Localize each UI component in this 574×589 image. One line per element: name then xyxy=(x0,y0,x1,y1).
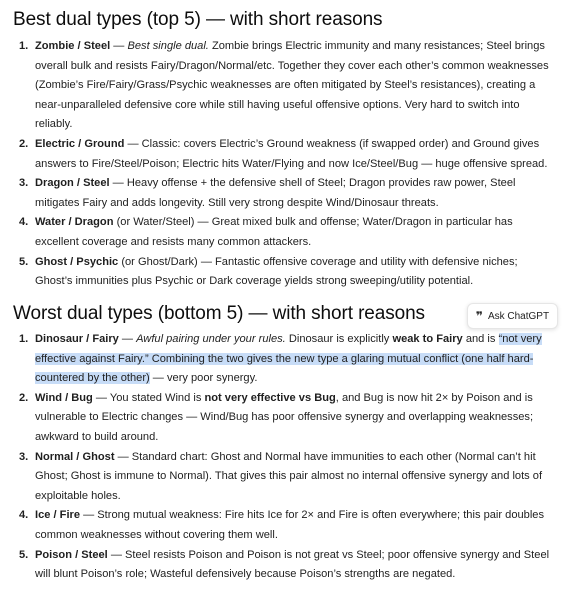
type-name: Ghost / Psychic xyxy=(35,255,119,268)
item-text: — Standard chart: Ghost and Normal have immunities to each other (Normal can’t hit Ghost; Ghost is immune to Normal). That gives this pair almost no internal offensive synergy and lots of exploitable holes. xyxy=(35,450,543,502)
type-name: Wind / Bug xyxy=(35,391,93,404)
item-text: — Heavy offense + the defensive shell of Steel; Dragon provides raw power, Steel mitigates Fairy and adds longevity. Still very strong despite Wind/Dinosaur threats. xyxy=(35,177,516,209)
list-item xyxy=(0,448,574,507)
list-item: 1. Zombie / Steel — Best single dual. Zombie brings Electric immunity and many resistances; Steel brings overall bulk and resists Fairy/Dragon/Normal/etc. Together they cover each other’s common weaknesses (Zombie’s Fire/Fairy/Grass/Psychic weaknesses are often mitigated by Steel’s resistances), creating a near-unparalleled defensive core while still having useful offensive options. Very hard to switch into reliably. xyxy=(0,37,574,135)
bold-phrase: weak to Fairy xyxy=(392,333,463,345)
item-text: — Strong mutual weakness: Fire hits Ice for 2× and Fire is often everywhere; this pair doubles common weaknesses without covering them well. xyxy=(35,509,545,541)
type-name: Poison / Steel xyxy=(35,548,108,561)
type-name: Dinosaur / Fairy xyxy=(35,333,119,345)
best-section-title: Best dual types (top 5) — with short reasons xyxy=(13,9,383,30)
item-number: 5. xyxy=(19,255,29,268)
item-number: 4. xyxy=(19,509,29,522)
item-number: 2. xyxy=(19,391,29,404)
list-item: 2. Wind / Bug — You stated Wind is not very effective vs Bug, and Bug is now hit 2× by Poison and is vulnerable to Electric changes — Wind/Bug has poor offensive synergy and overlapping weaknesses; awkward to build around. xyxy=(0,389,574,448)
list-item: 1. Dinosaur / Fairy — Awful pairing under your rules. Dinosaur is explicitly weak to Fairy and is “not very effective against Fairy.” Combining the two gives the new type a glaring mutual conflict (one half hard-countered by the other) — very poor synergy. xyxy=(0,330,574,389)
worst-section-title: Worst dual types (bottom 5) — with short reasons xyxy=(13,303,425,324)
item-text: (or Water/Steel) — Great mixed bulk and offense; Water/Dragon in particular has excellent coverage and resists many common attackers. xyxy=(35,216,513,248)
ask-chatgpt-label: Ask ChatGPT xyxy=(487,310,550,322)
type-name: Ice / Fire xyxy=(35,509,81,522)
type-name: Electric / Ground xyxy=(35,137,125,150)
list-item xyxy=(0,174,574,213)
best-list xyxy=(0,37,574,292)
list-item xyxy=(0,135,574,174)
item-text: — Steel resists Poison and Poison is not great vs Steel; poor offensive synergy and Steel will blunt Poison’s role; Wasteful defensively because Poison’s strengths are negated. xyxy=(35,548,550,581)
item-text: Zombie brings Electric immunity and many resistances; Steel brings overall bulk and resists Fairy/Dragon/Normal/etc. Together they cover each other’s common weaknesses (Zombie’s Fire/Fairy/Grass/Psychic weaknesses are often mitigated by Steel’s resistances), creating a near-unparalleled defensive core while still having useful offensive options. Very hard to switch into reliably. xyxy=(35,40,549,131)
worst-list xyxy=(0,330,574,585)
list-item xyxy=(0,253,574,292)
item-number: 3. xyxy=(19,450,29,463)
item-number: 3. xyxy=(19,177,29,190)
type-name: Dragon / Steel xyxy=(35,177,110,190)
selected-text-highlight[interactable]: “not very effective against Fairy.” Combining the two gives the new type a glaring mutual conflict (one half hard-countered by the other) xyxy=(35,333,542,385)
item-number: 4. xyxy=(19,216,29,229)
type-name: Normal / Ghost xyxy=(35,450,115,463)
emphasis: Awful pairing under your rules. xyxy=(136,333,286,345)
item-text: (or Ghost/Dark) — Fantastic offensive coverage and utility with defensive niches; Ghost’s immunities plus Psychic or Dark coverage yields strong sweeping/utility potential. xyxy=(35,255,518,288)
item-text: — Classic: covers Electric’s Ground weakness (if swapped order) and Ground gives answers to Fire/Steel/Poison; Electric hits Water/Flying and now Ice/Steel/Bug — huge offensive spread. xyxy=(35,137,548,170)
ask-chatgpt-button[interactable] xyxy=(467,303,558,329)
type-name: Zombie / Steel xyxy=(35,40,111,52)
item-number: 5. xyxy=(19,548,29,561)
type-name: Water / Dragon xyxy=(35,216,114,229)
list-item xyxy=(0,213,574,252)
quote-icon: ❞ xyxy=(475,309,483,323)
bold-phrase: not very effective vs Bug xyxy=(204,391,336,404)
item-number: 1. xyxy=(19,40,29,52)
emphasis: Best single dual. xyxy=(127,40,209,52)
item-number: 2. xyxy=(19,137,29,150)
list-item xyxy=(0,506,574,545)
list-item xyxy=(0,546,574,585)
item-number: 1. xyxy=(19,333,29,345)
